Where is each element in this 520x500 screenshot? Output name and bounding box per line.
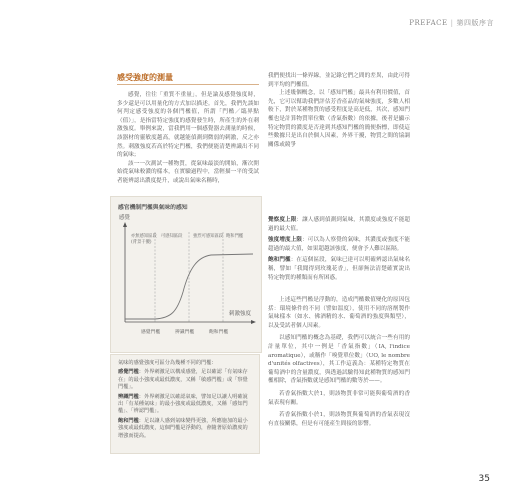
figure-title: 感官機制門檻與氣味的感知 bbox=[118, 205, 188, 211]
definition-item bbox=[268, 236, 410, 253]
x-axis-label: 刺激強度 bbox=[229, 311, 252, 317]
x-tick-label: 辨識門檻 bbox=[175, 330, 195, 335]
body-paragraph: 以感知門檻的概念為基礎，我們可以統合一些有用的計量單位，其中一例是「香氣指數」（IA, l'indice aromatique），或稱作「嗅覺單位數」（UO, le nombre d'unités olfactives），其工作這義為：某種特定物質在葡萄酒中的含量濃度，與透過試驗得知此種物質的感知門檻相除，香氣指數就是感知門檻的數等於——。 bbox=[268, 335, 410, 385]
body-paragraph: 上述幾個概念，以「感知門檻」最具有利用價值，首先，它可以幫助我們評估芳香產品的氣味強度，多數人相較下，對於某種物質的感受程度是高是低，其次，感知門檻也是計算物質單位數（香氣指數）的依據，後者是顯示特定物質的濃度是否達到其感知門檻的簡便指標，即使這些數據只是出自於個人因素，外界干擾，物質之間的協調關係或競爭 bbox=[268, 90, 410, 148]
notes-item bbox=[118, 418, 252, 440]
definition-item bbox=[268, 256, 410, 282]
section-divider bbox=[117, 84, 259, 85]
notes-intro: 氣味的感覺強度可區分為幾種不同的門檻： bbox=[118, 360, 217, 366]
definition-text: ：可以為人察覺的氣味，其濃度或強度不能超過的最大值，如果超越該強度，便會予人難以區隔。 bbox=[268, 237, 410, 252]
definition-text: ：讓人感到偵測到氣味，其濃度或強度不能超過的最大值。 bbox=[268, 217, 410, 232]
definition-term: 覺察度上限 bbox=[268, 217, 297, 223]
notes-text: ：外界刺激足以構成感覺，足以確認「有氣味存在」的最小強度或最低濃度，又稱「敏感門檻」或「察覺門檻」。 bbox=[118, 369, 248, 391]
band-label: 可感知區段 bbox=[161, 234, 183, 239]
right-column-definitions bbox=[268, 216, 410, 285]
right-column-text-bottom bbox=[268, 296, 410, 432]
page-number: 35 bbox=[478, 474, 490, 484]
body-paragraph: 該一一次測試一種物質，從氣味最淡的開始，漸次開始從氣味較濃的樣本，在實驗過程中，當輕描一平的受試者能辨認出濃度提升，或說出氣味名稱時， bbox=[117, 160, 259, 184]
left-column-text bbox=[117, 91, 259, 186]
body-paragraph: 若香氣指數大於1，則該物質非常可能與葡萄酒的香氣表現有關。 bbox=[268, 390, 410, 406]
threshold-diagram bbox=[111, 197, 261, 352]
body-paragraph: 我們便找出一條界線，並記錄它們之間的差異，由此可得到平均的門檻值。 bbox=[268, 73, 410, 88]
band-label: 飽和門檻 bbox=[226, 234, 244, 239]
header-chapter: 第四版序言 bbox=[456, 19, 494, 27]
notes-item bbox=[118, 394, 252, 416]
header-label: PREFACE bbox=[409, 19, 448, 27]
definition-item bbox=[268, 216, 410, 233]
header-separator: | bbox=[450, 19, 454, 27]
x-tick-label: 飽和門檻 bbox=[209, 330, 229, 335]
notes-term: 辨識門檻 bbox=[118, 393, 139, 400]
y-axis-label: 感覺 bbox=[119, 215, 131, 221]
band-sublabel: (背景干擾) bbox=[131, 240, 152, 245]
band-label: 亦無感知區段 bbox=[131, 234, 157, 239]
body-paragraph: 感覺，往往「重質不重量」，但是論及感覺強度時，多少還是可以用量化的方式加以描述。首先，我們先談如何判定感受強度的各個門檻值，所謂「門檻／臨界點（值）」，是指當特定強度的感覺發生時，所產生的外在刺激強度。舉例來說，當我們用一個感覺器去測量的時候，該器材的靈敏度越高，就越能偵測到微弱的刺激，反之亦然。刺激強度若高於特定門檻，我們便能清楚辨識出不同的氣味； bbox=[117, 92, 259, 159]
definition-term: 強度增度上限 bbox=[268, 237, 303, 244]
threshold-notes bbox=[110, 354, 260, 454]
notes-item bbox=[118, 369, 252, 391]
band-label: 強烈可感知區段 bbox=[193, 234, 224, 239]
x-tick-label: 感覺門檻 bbox=[141, 330, 161, 335]
right-column-text-top bbox=[268, 72, 410, 149]
threshold-figure bbox=[110, 196, 262, 353]
notes-term: 感覺門檻 bbox=[118, 369, 139, 376]
section-title: 感受強度的測量 bbox=[117, 72, 173, 82]
body-paragraph: 上述這些門檻是浮動的，造成門檻數值變化的原因包括：環境條件的不同（譬如溫度），使用不同的溶劑製作氣味樣本（如水、佛酒精的水、葡萄酒的強度與類型），以及受試者個人因素。 bbox=[268, 297, 410, 329]
x-axis-arrow bbox=[251, 320, 256, 324]
notes-text: ：足以讓人感到氣味變得更強，所應施加的最小強度或最低濃度，這個門檻是浮動的，會隨著原始濃度的增強而提高。 bbox=[118, 417, 248, 439]
y-axis-arrow bbox=[123, 222, 127, 227]
running-header bbox=[409, 18, 494, 28]
body-paragraph: 若香氣指數小於1，則該物質與葡萄酒的香氣表現沒有直接關係，但是有可能產生間接的影響。 bbox=[268, 412, 410, 427]
notes-term: 飽和門檻 bbox=[118, 417, 139, 424]
definition-text: ：在這個區段，氣味已達可以明確辨認出氣味名稱，譬如「我聞得到玫瑰花香」，但卻無法清楚確實說出特定物質的種類而有所困惑。 bbox=[268, 257, 410, 281]
definition-term: 飽和門檻 bbox=[268, 257, 291, 264]
notes-text: ：外界刺激足以確認氣味，譬如足以讓人明確說出「有某種氣味」的最小強度或最低濃度，又稱「感知門檻」、「辨認門檻」。 bbox=[118, 393, 248, 415]
